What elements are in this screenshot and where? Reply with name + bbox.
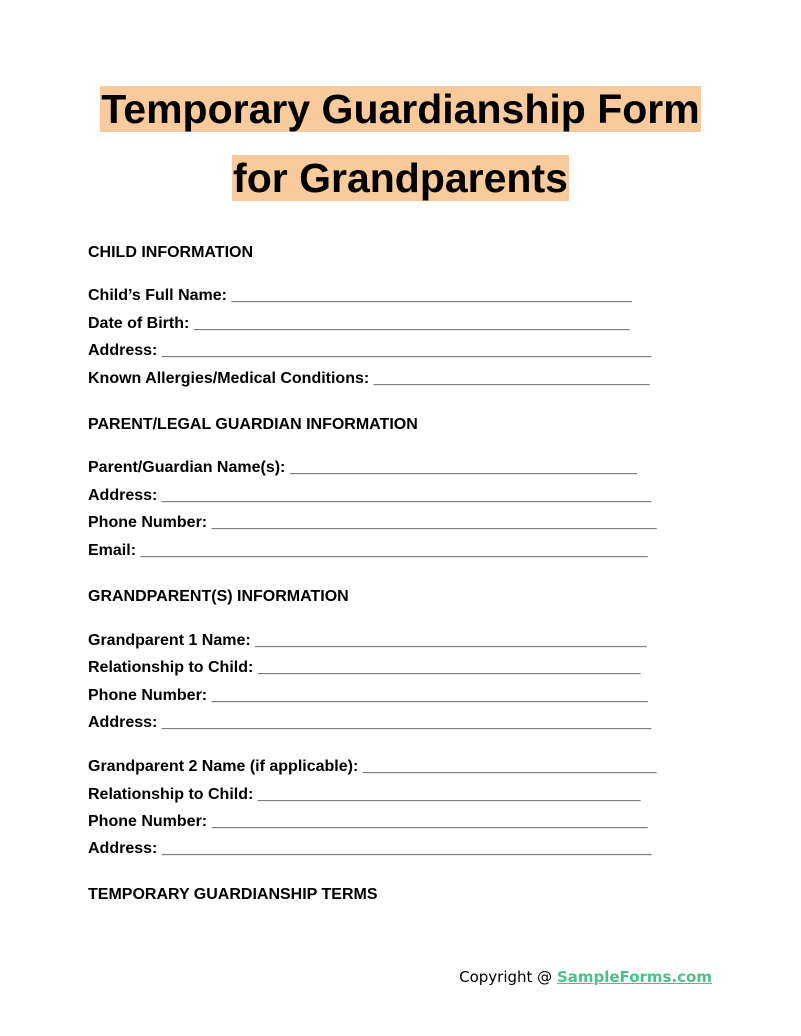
field-grandparent-1-relationship[interactable]: Relationship to Child: ___________________________________________: [88, 659, 641, 676]
section-heading-parent-guardian-information: PARENT/LEGAL GUARDIAN INFORMATION: [88, 416, 418, 433]
section-heading-child-information: CHILD INFORMATION: [88, 244, 254, 261]
field-grandparent-2-name[interactable]: Grandparent 2 Name (if applicable): _________________________________: [88, 758, 657, 775]
field-parent-guardian-names[interactable]: Parent/Guardian Name(s): _______________________________________: [88, 459, 637, 476]
field-child-allergies[interactable]: Known Allergies/Medical Conditions: _______________________________: [88, 370, 650, 387]
field-child-full-name[interactable]: Child’s Full Name: _____________________________________________: [88, 287, 632, 304]
section-heading-temporary-guardianship-terms: TEMPORARY GUARDIANSHIP TERMS: [88, 886, 378, 903]
form-title-line-2-text: for Grandparents: [233, 155, 568, 201]
field-parent-address[interactable]: Address: _______________________________________________________: [88, 487, 652, 504]
form-title-line-2: [0, 155, 801, 201]
field-child-address[interactable]: Address: _______________________________________________________: [88, 342, 652, 359]
field-parent-phone-number[interactable]: Phone Number: __________________________________________________: [88, 514, 657, 531]
field-grandparent-2-phone-number[interactable]: Phone Number: _________________________________________________: [88, 813, 648, 830]
form-title-line-1-text: Temporary Guardianship Form: [101, 86, 700, 132]
field-grandparent-2-address[interactable]: Address: _______________________________________________________: [88, 840, 652, 857]
field-parent-email[interactable]: Email: _________________________________________________________: [88, 542, 648, 559]
field-child-date-of-birth[interactable]: Date of Birth: _________________________________________________: [88, 315, 630, 332]
section-heading-grandparents-information: GRANDPARENT(S) INFORMATION: [88, 588, 349, 605]
copyright-footer: [459, 967, 712, 987]
form-title-line-1: [0, 86, 801, 132]
sampleforms-link[interactable]: SampleForms.com: [556, 968, 712, 986]
field-grandparent-2-relationship[interactable]: Relationship to Child: ___________________________________________: [88, 786, 641, 803]
field-grandparent-1-phone-number[interactable]: Phone Number: _________________________________________________: [88, 687, 648, 704]
field-grandparent-1-address[interactable]: Address: _______________________________________________________: [88, 714, 652, 731]
field-grandparent-1-name[interactable]: Grandparent 1 Name: ____________________________________________: [88, 632, 647, 649]
copyright-prefix: Copyright @: [459, 968, 557, 986]
